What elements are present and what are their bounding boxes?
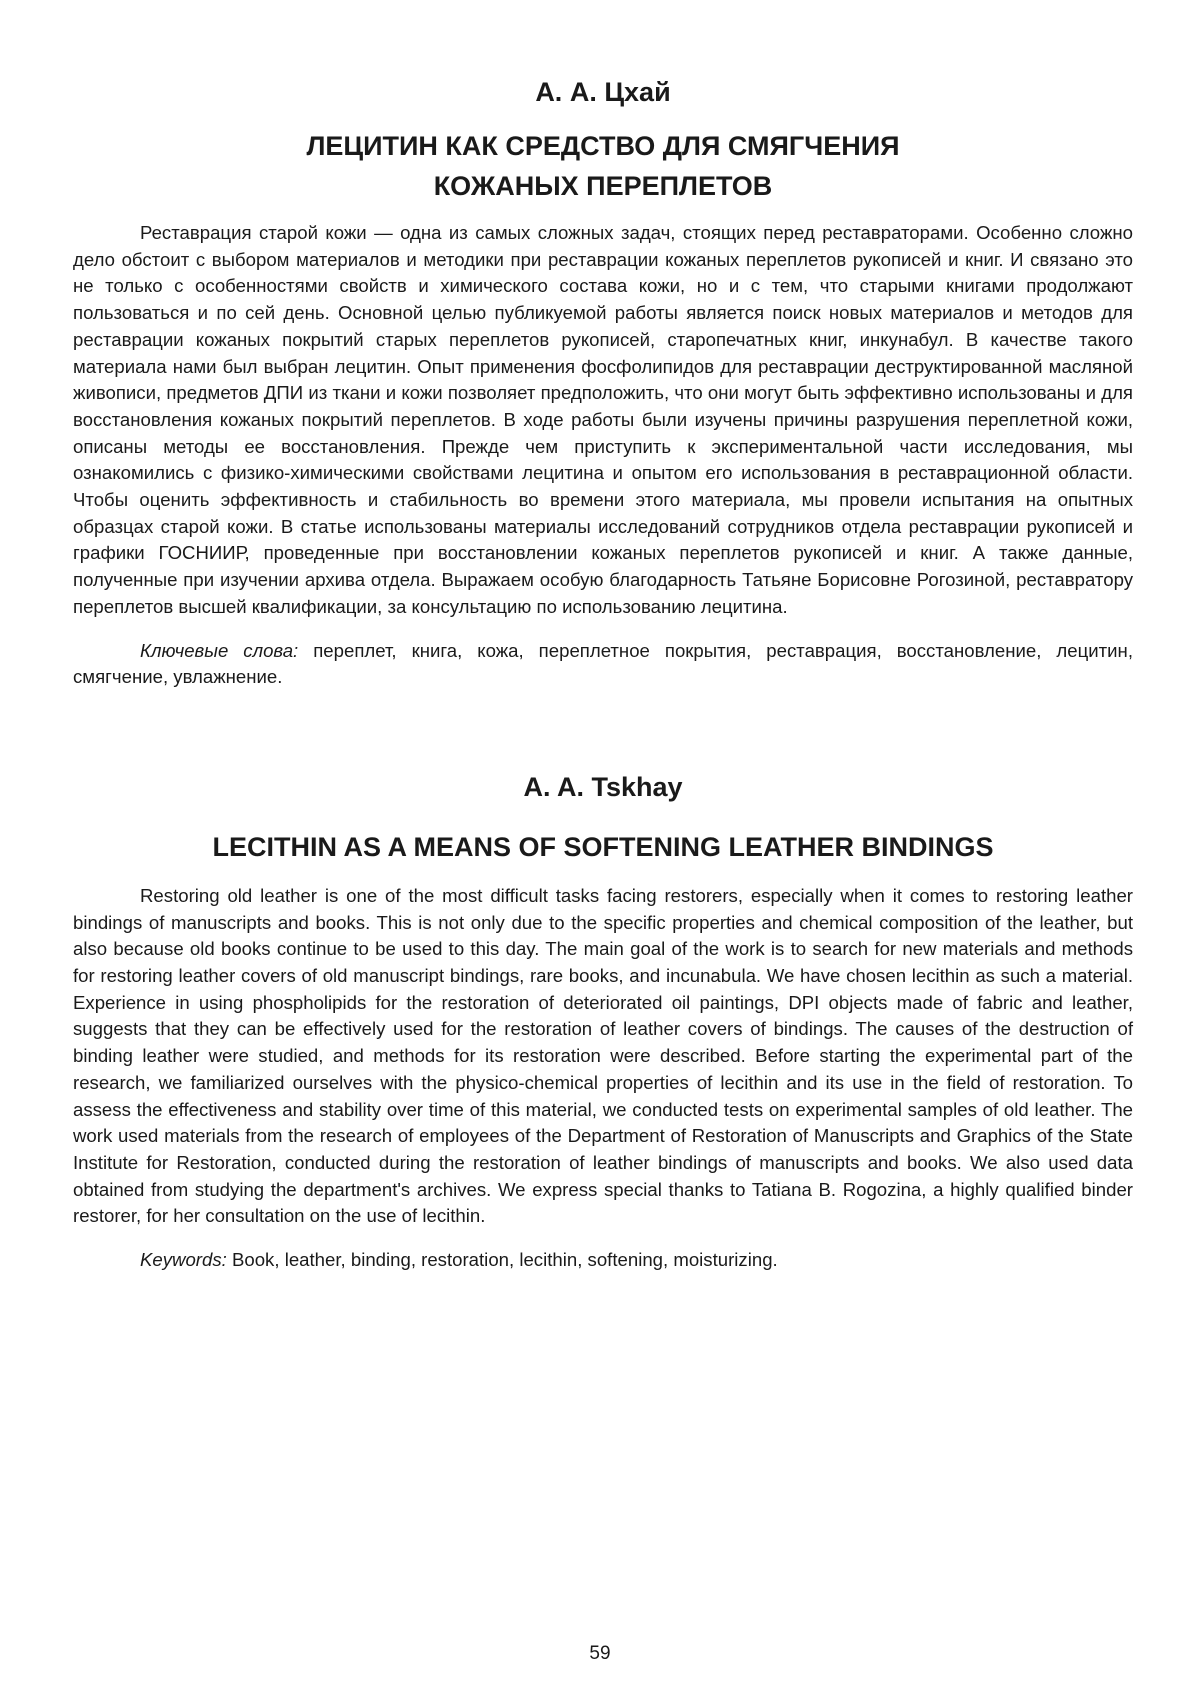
article-title-ru — [73, 126, 1133, 206]
article-page — [73, 0, 1133, 1274]
keywords-ru — [73, 638, 1133, 691]
keywords-list-en: Book, leather, binding, restoration, lecithin, softening, moisturizing. — [226, 1249, 778, 1271]
keywords-en — [73, 1247, 1133, 1274]
page-number: 59 — [589, 1643, 611, 1664]
title-line-1-ru: ЛЕЦИТИН КАК СРЕДСТВО ДЛЯ СМЯГЧЕНИЯ — [306, 131, 900, 161]
author-name-en: A. A. Tskhay — [523, 771, 683, 802]
abstract-text-ru: Реставрация старой кожи — одна из самых сложных задач, стоящих перед реставраторами. Особенно сложно дело обстоит с выбором материалов и методики при реставрации кожаных переплетов рукописей и книг. И связано это не только с особенностями свойств и химического состава кожи, но и с тем, что старыми книгами продолжают пользоваться и по сей день. Основной целью публикуемой работы является поиск новых материалов и методов для реставрации кожаных покрытий старых переплетов рукописей, старопечатных книг, инкунабул. В качестве такого материала нами был выбран лецитин. Опыт применения фосфолипидов для реставрации деструктированной масляной живописи, предметов ДПИ из ткани и кожи позволяет предположить, что они могут быть эффективно использованы и для восстановления кожаных покрытий переплетов. В ходе работы были изучены причины разрушения переплетной кожи, описаны методы ее восстановления. Прежде чем приступить к экспериментальной части исследования, мы ознакомились с физико-химическими свойствами лецитина и опытом его использования в реставрационной области. Чтобы оценить эффективность и стабильность во времени этого материала, мы провели испытания на опытных образцах старой кожи. В статье использованы материалы исследований сотрудников отдела реставрации рукописей и графики ГОСНИИР, проведенные при восстановлении кожаных переплетов рукописей и книг. А также данные, полученные при изучении архива отдела. Выражаем особую благодарность Татьяне Борисовне Рогозиной, реставратору переплетов высшей квалификации, за консультацию по использованию лецитина. — [73, 222, 1133, 617]
keywords-label-en: Keywords: — [140, 1249, 227, 1271]
author-name-ru: А. А. Цхай — [535, 77, 671, 107]
abstract-text-en: Restoring old leather is one of the most difficult tasks facing restorers, especially when it comes to restoring leather bindings of manuscripts and books. This is not only due to the specific properties and chemical composition of the leather, but also because old books continue to be used to this day. The main goal of the work is to search for new materials and methods for restoring leather covers of old manuscript bindings, rare books, and incunabula. We have chosen lecithin as such a material. Experience in using phospholipids for the restoration of deteriorated oil paintings, DPI objects made of fabric and leather, suggests that they can be effectively used for the restoration of leather covers of bindings. The causes of the destruction of binding leather were studied, and methods for its restoration were described. Before starting the experimental part of the research, we familiarized ourselves with the physico-chemical properties of lecithin and its use in the field of restoration. To assess the effectiveness and stability over time of this material, we conducted tests on experimental samples of old leather. The work used materials from the research of employees of the Department of Restoration of Manuscripts and Graphics of the State Institute for Restoration, conducted during the restoration of leather bindings of manuscripts and books. We also used data obtained from studying the department's archives. We express special thanks to Tatiana B. Rogozina, a highly qualified binder restorer, for her consultation on the use of lecithin. — [73, 884, 1133, 1227]
article-title-en: LECITHIN AS A MEANS OF SOFTENING LEATHER BINDINGS — [212, 831, 994, 862]
russian-abstract-section — [73, 76, 1133, 691]
keywords-label-ru: Ключевые слова: — [140, 639, 299, 661]
keywords-list-ru: переплет, книга, кожа, переплетное покрытия, реставрация, восстановление, лецитин, смягчение, увлажнение. — [73, 639, 1133, 688]
english-abstract-section — [73, 771, 1133, 1274]
title-line-2-ru: КОЖАНЫХ ПЕРЕПЛЕТОВ — [433, 171, 773, 201]
